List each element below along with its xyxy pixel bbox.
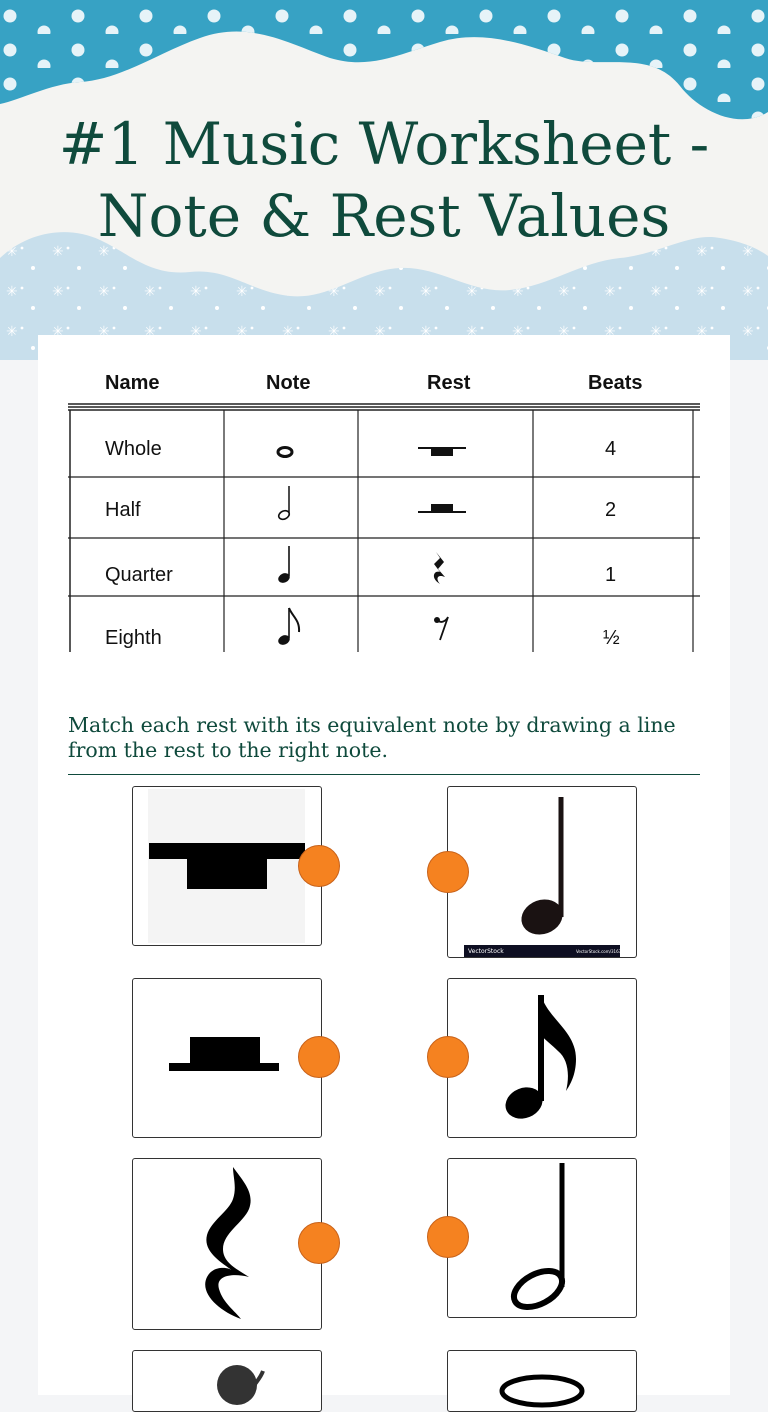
quarter-note-icon — [448, 787, 636, 957]
eighth-note-icon — [448, 979, 636, 1137]
col-header-rest: Rest — [427, 372, 471, 394]
watermark-brand: VectorStock — [468, 948, 504, 955]
match-dot-rest-3[interactable] — [298, 1222, 340, 1264]
watermark-url: VectorStock.com/31634345 — [576, 949, 632, 954]
match-dot-rest-2[interactable] — [298, 1036, 340, 1078]
match-dot-note-1[interactable] — [427, 851, 469, 893]
reference-table — [68, 362, 700, 652]
ref-quarter-note — [277, 546, 292, 585]
match-dot-note-3[interactable] — [427, 1216, 469, 1258]
ref-half-rest — [418, 504, 466, 512]
quarter-rest-icon — [133, 1159, 321, 1329]
row-name-whole: Whole — [105, 438, 162, 460]
whole-note-icon — [448, 1351, 636, 1411]
col-header-note: Note — [266, 372, 311, 394]
ref-eighth-note — [277, 608, 299, 647]
col-header-name: Name — [105, 372, 160, 394]
col-header-beats: Beats — [588, 372, 643, 394]
page-title-line-2: Note & Rest Values — [97, 182, 671, 250]
note-card-eighth[interactable] — [447, 978, 637, 1138]
match-dot-note-2[interactable] — [427, 1036, 469, 1078]
half-note-icon — [448, 1159, 636, 1317]
row-name-quarter: Quarter — [105, 564, 173, 586]
eighth-rest-icon — [133, 1351, 321, 1411]
row-beats-half: 2 — [605, 499, 617, 521]
row-beats-quarter: 1 — [605, 564, 617, 586]
header-banner — [0, 0, 768, 360]
ref-quarter-rest — [434, 552, 445, 584]
whole-rest-icon — [133, 787, 321, 945]
row-beats-eighth: ½ — [603, 627, 620, 649]
rest-card-quarter[interactable] — [132, 1158, 322, 1330]
ref-whole-note — [278, 448, 292, 457]
rest-card-eighth[interactable] — [132, 1350, 322, 1412]
note-card-whole[interactable] — [447, 1350, 637, 1412]
page-title-line-1: #1 Music Worksheet - — [58, 110, 710, 178]
divider — [68, 774, 700, 775]
page-title — [0, 108, 768, 252]
rest-card-whole[interactable] — [132, 786, 322, 946]
row-beats-whole: 4 — [605, 438, 617, 460]
match-dot-rest-1[interactable] — [298, 845, 340, 887]
note-card-quarter[interactable] — [447, 786, 637, 958]
rest-card-half[interactable] — [132, 978, 322, 1138]
row-name-eighth: Eighth — [105, 627, 162, 649]
note-card-half[interactable] — [447, 1158, 637, 1318]
ref-whole-rest — [418, 448, 466, 456]
ref-eighth-rest — [434, 617, 448, 640]
ref-half-note — [277, 486, 290, 521]
instructions: Match each rest with its equivalent note by drawing a line from the rest to the right note. — [68, 713, 676, 762]
row-name-half: Half — [105, 499, 141, 521]
half-rest-icon — [133, 979, 321, 1137]
